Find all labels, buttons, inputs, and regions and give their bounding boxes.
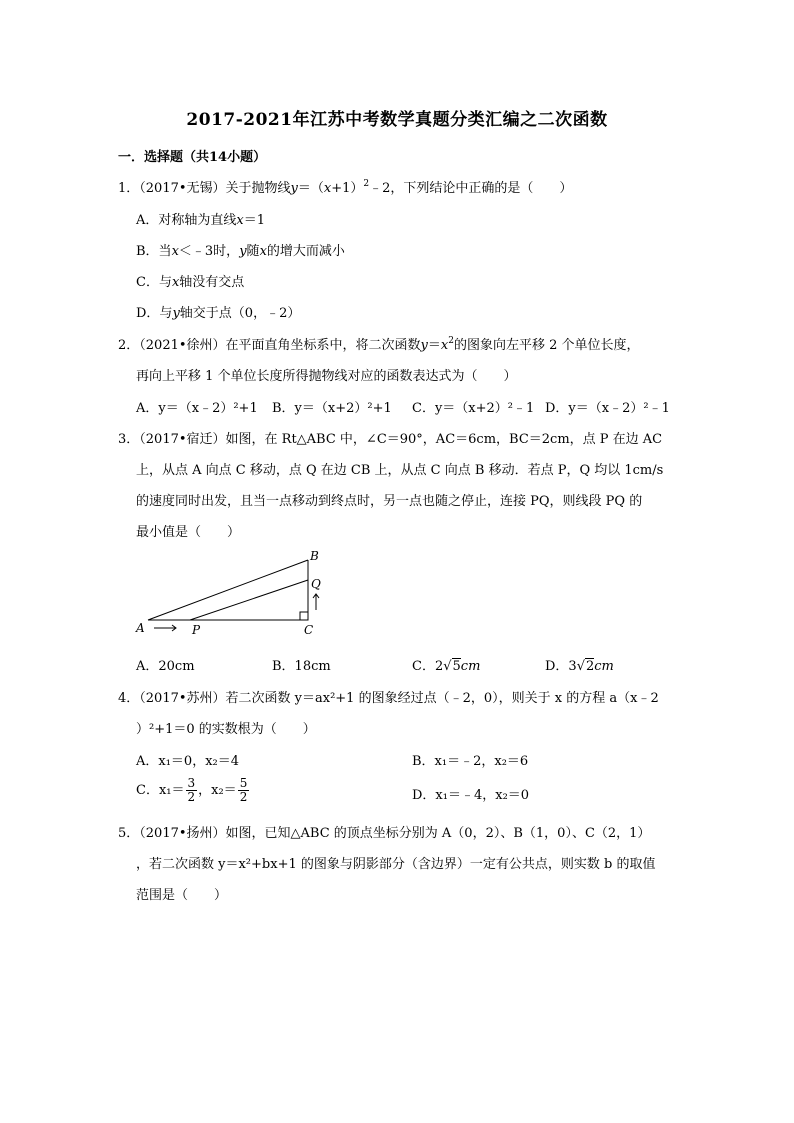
fraction: $\frac{5}{2}$ xyxy=(239,776,248,804)
question-4-option-d[interactable]: D．x₁＝﹣4，x₂＝0 xyxy=(412,788,530,803)
label-q: Q xyxy=(311,577,321,591)
question-2-stem-line-2: 再向上平移 1 个单位长度所得抛物线对应的函数表达式为（ ） xyxy=(136,369,517,384)
label-a: A xyxy=(136,621,145,635)
question-3-option-c[interactable]: C．2√5cm xyxy=(412,659,481,674)
question-5-stem-line-2: ，若二次函数 y＝x²+bx+1 的图象与阴影部分（含边界）一定有公共点，则实数 b 的取值 xyxy=(136,857,656,872)
question-2-stem-line-1: 2．（2021•徐州）在平面直角坐标系中，将二次函数$y=x^2$的图象向左平移 2 个单位长度， xyxy=(118,336,640,353)
question-5-stem-line-3: 范围是（ ） xyxy=(136,888,228,903)
label-p: P xyxy=(192,623,201,637)
right-angle-marker xyxy=(300,612,308,620)
question-3-option-a[interactable]: A．20cm xyxy=(136,659,195,674)
question-4-stem-line-1: 4．（2017•苏州）若二次函数 y＝ax²+1 的图象经过点（﹣2，0），则关于 x 的方程 a（x﹣2 xyxy=(118,691,659,706)
label-b: B xyxy=(310,549,319,563)
fraction: $\frac{3}{2}$ xyxy=(187,776,196,804)
question-4-option-c[interactable]: C．x₁＝ $\frac{3}{2}$ ，x₂＝ $\frac{5}{2}$ xyxy=(136,776,248,804)
question-2-option-b[interactable]: B．y＝（x+2）²+1 xyxy=(272,401,392,416)
question-3-option-d[interactable]: D．3√2cm xyxy=(545,659,614,674)
question-1-option-d[interactable]: D．与y轴交于点（0，﹣2） xyxy=(136,306,301,321)
question-2-option-c[interactable]: C．y＝（x+2）²﹣1 xyxy=(412,401,535,416)
question-2-option-d[interactable]: D．y＝（x﹣2）²﹣1 xyxy=(545,401,670,416)
section-heading: 一．选择题（共14小题） xyxy=(118,150,267,165)
question-1-option-a[interactable]: A．对称轴为直线x＝1 xyxy=(136,213,266,228)
question-2-option-a[interactable]: A．y＝（x﹣2）²+1 xyxy=(136,401,258,416)
question-1-option-b[interactable]: B．当x＜﹣3时，y随x的增大而减小 xyxy=(136,244,345,259)
label-c: C xyxy=(304,623,314,637)
question-4-option-b[interactable]: B．x₁＝﹣2，x₂＝6 xyxy=(412,754,529,769)
question-1-option-c[interactable]: C．与x轴没有交点 xyxy=(136,275,245,290)
question-3-stem-line-4: 最小值是（ ） xyxy=(136,525,241,540)
question-3-stem-line-2: 上，从点 A 向点 C 移动，点 Q 在边 CB 上，从点 C 向点 B 移动．若点 P，Q 均以 1cm/s xyxy=(136,463,664,478)
page-title: 2017-2021年江苏中考数学真题分类汇编之二次函数 xyxy=(186,110,608,130)
question-3-option-b[interactable]: B．18cm xyxy=(272,659,331,674)
question-3-stem-line-1: 3．（2017•宿迁）如图，在 Rt△ABC 中，∠C＝90°，AC＝6cm，BC＝2cm，点 P 在边 AC xyxy=(118,432,663,447)
question-3-stem-line-3: 的速度同时出发，且当一点移动到终点时，另一点也随之停止，连接 PQ，则线段 PQ 的 xyxy=(136,494,643,509)
segment-pq xyxy=(190,580,308,620)
question-1-stem: 1．（2017•无锡）关于抛物线$y=(x+1)^2﹣2$，下列结论中正确的是（ ） xyxy=(118,179,573,196)
triangle-figure xyxy=(130,548,330,640)
question-5-stem-line-1: 5．（2017•扬州）如图，已知△ABC 的顶点坐标分别为 A（0，2）、B（1，0）、C（2，1） xyxy=(118,826,651,841)
segment-ab xyxy=(148,560,308,620)
question-4-option-a[interactable]: A．x₁＝0，x₂＝4 xyxy=(136,754,240,769)
question-4-stem-line-2: ）²+1＝0 的实数根为（ ） xyxy=(136,722,316,737)
